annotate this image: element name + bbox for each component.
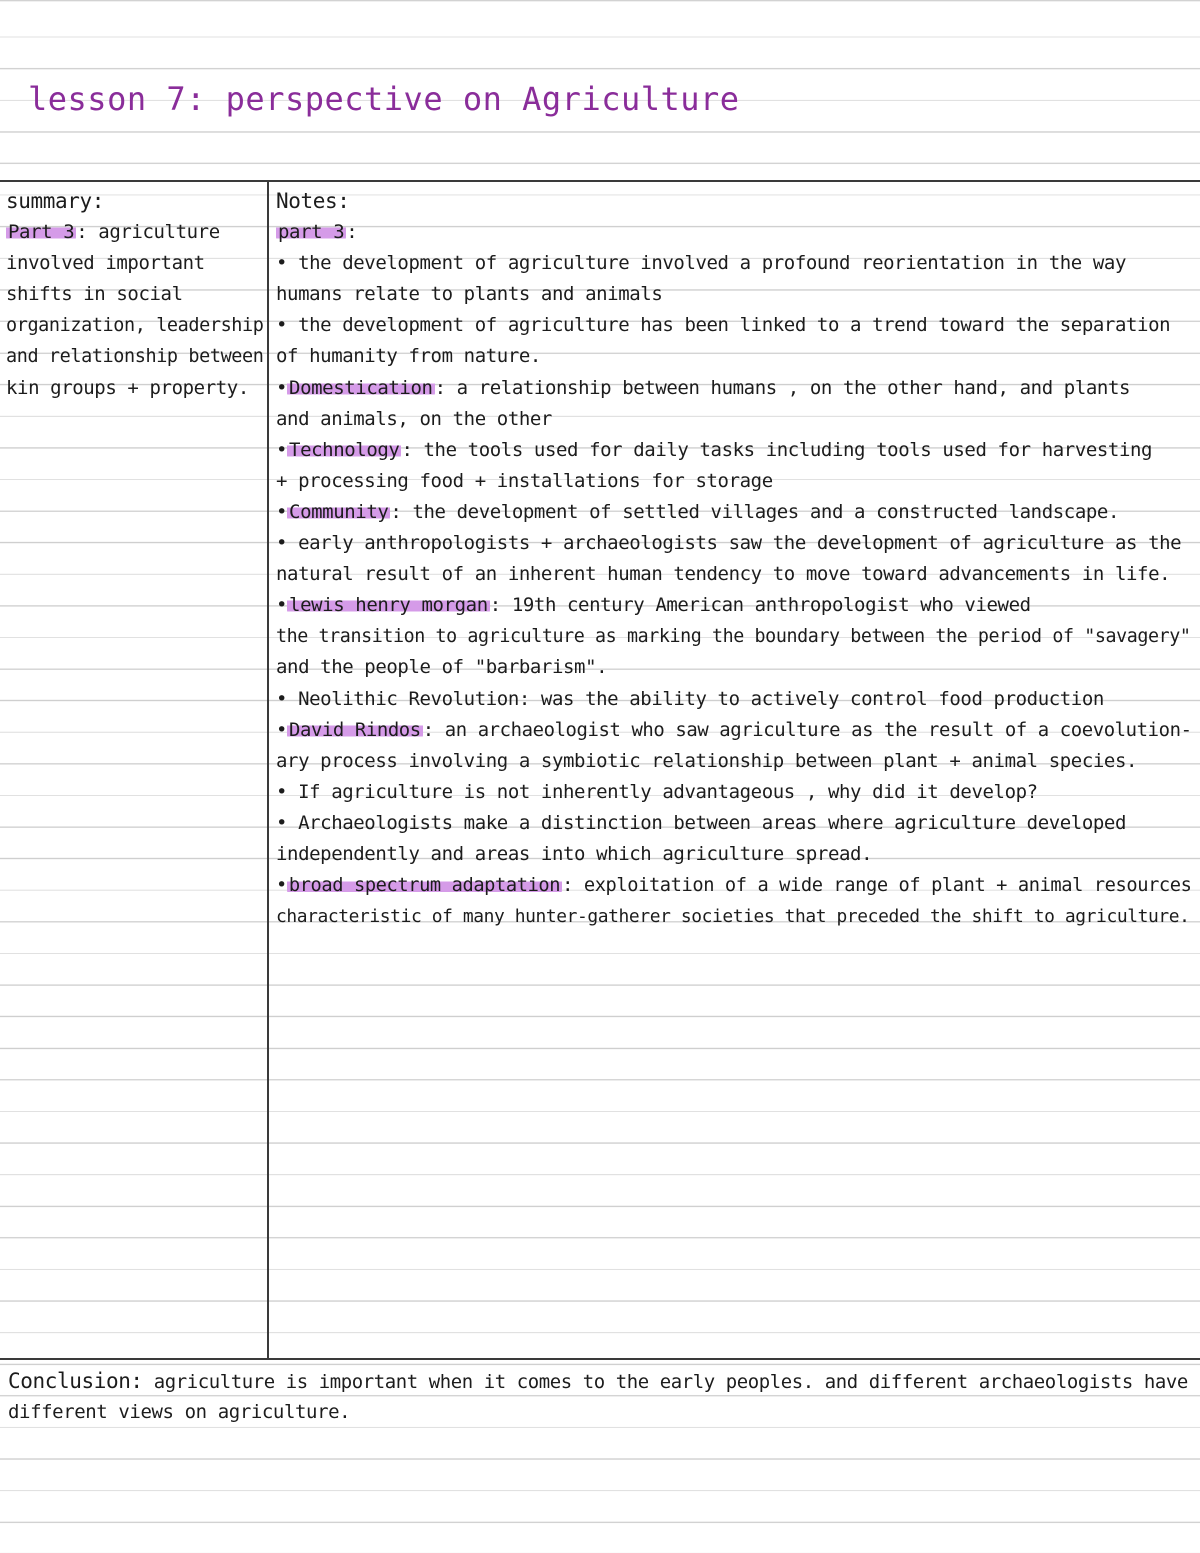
note-line: + processing food + installations for storage bbox=[276, 469, 773, 492]
notes-part-label: part 3 bbox=[278, 221, 345, 244]
note-line: and the people of "barbarism". bbox=[276, 656, 608, 679]
note-line: independently and areas into which agriculture spread. bbox=[276, 842, 873, 865]
summary-column bbox=[6, 186, 264, 404]
bullet: • bbox=[276, 594, 288, 617]
notes-column bbox=[276, 186, 1192, 932]
summary-line: involved important bbox=[6, 252, 205, 275]
bullet: • bbox=[276, 438, 288, 461]
note-line: • If agriculture is not inherently advantageous , why did it develop? bbox=[276, 780, 1038, 803]
note-line: humans relate to plants and animals bbox=[276, 283, 663, 306]
term-definition: : the development of settled villages and a constructed landscape. bbox=[390, 500, 1119, 523]
term-definition: : a relationship between humans , on the other hand, and plants bbox=[434, 376, 1131, 399]
term-broad-spectrum-adaptation: broad spectrum adaptation bbox=[288, 875, 561, 897]
summary-line: shifts in social bbox=[6, 283, 183, 306]
term-lewis-henry-morgan: lewis henry morgan bbox=[289, 594, 488, 617]
note-line: • early anthropologists + archaeologists saw the development of agriculture as the bbox=[276, 532, 1182, 555]
note-line-term bbox=[276, 435, 1192, 466]
bullet: • bbox=[276, 875, 287, 897]
summary-line: and relationship between bbox=[6, 346, 264, 368]
note-line-term bbox=[276, 497, 1192, 528]
summary-line bbox=[6, 217, 264, 248]
note-line: • Neolithic Revolution: was the ability to actively control food production bbox=[276, 687, 1104, 710]
note-line: ary process involving a symbiotic relationship between plant + animal species. bbox=[276, 749, 1138, 772]
summary-part-label: Part 3 bbox=[8, 221, 75, 244]
note-line: • the development of agriculture has been linked to a trend toward the separation bbox=[276, 314, 1171, 337]
summary-heading: summary: bbox=[6, 189, 104, 213]
bullet: • bbox=[276, 718, 287, 741]
note-line: the transition to agriculture as marking the boundary between the period of "savagery" bbox=[276, 626, 1191, 648]
term-definition: : exploitation of a wide range of plant + animal resources bbox=[562, 875, 1192, 897]
note-line-term bbox=[276, 715, 1192, 746]
note-line-term bbox=[276, 870, 1192, 901]
summary-text: : agriculture bbox=[76, 221, 220, 244]
section-divider-top bbox=[0, 180, 1200, 182]
summary-line: organization, leadership bbox=[6, 315, 264, 337]
conclusion-line bbox=[8, 1366, 1188, 1397]
term-definition: : an archaeologist who saw agriculture as the result of a coevolution- bbox=[422, 718, 1192, 741]
note-line: characteristic of many hunter-gatherer societies that preceded the shift to agriculture. bbox=[276, 906, 1190, 928]
note-line: • the development of agriculture involved a profound reorientation in the way bbox=[276, 252, 1127, 275]
conclusion-section bbox=[8, 1366, 1188, 1428]
term-community: Community bbox=[289, 500, 389, 523]
section-divider-bottom bbox=[0, 1358, 1200, 1360]
conclusion-label: Conclusion: bbox=[8, 1369, 143, 1393]
bullet: • bbox=[276, 500, 288, 523]
notes-part-suffix: : bbox=[346, 221, 358, 244]
term-definition: : 19th century American anthropologist who viewed bbox=[489, 594, 1031, 617]
notes-heading: Notes: bbox=[276, 189, 350, 213]
conclusion-line: different views on agriculture. bbox=[8, 1401, 351, 1424]
page-title: lesson 7: perspective on Agriculture bbox=[28, 80, 740, 118]
note-line: of humanity from nature. bbox=[276, 345, 541, 368]
term-domestication: Domestication bbox=[289, 376, 433, 399]
summary-line: kin groups + property. bbox=[6, 376, 249, 399]
note-line: natural result of an inherent human tendency to move toward advancements in life. bbox=[276, 563, 1171, 586]
note-line-term bbox=[276, 590, 1192, 621]
bullet: • bbox=[276, 376, 288, 399]
note-line: and animals, on the other bbox=[276, 407, 552, 430]
note-line: • Archaeologists make a distinction between areas where agriculture developed bbox=[276, 811, 1127, 834]
term-david-rindos: David Rindos bbox=[288, 718, 421, 741]
notes-part-line bbox=[276, 217, 1192, 248]
term-definition: : the tools used for daily tasks including tools used for harvesting bbox=[401, 438, 1153, 461]
term-technology: Technology bbox=[289, 438, 400, 461]
conclusion-text: agriculture is important when it comes to the early peoples. and different archaeologists have bbox=[153, 1371, 1188, 1393]
note-line-term bbox=[276, 373, 1192, 404]
column-divider bbox=[267, 180, 269, 1360]
